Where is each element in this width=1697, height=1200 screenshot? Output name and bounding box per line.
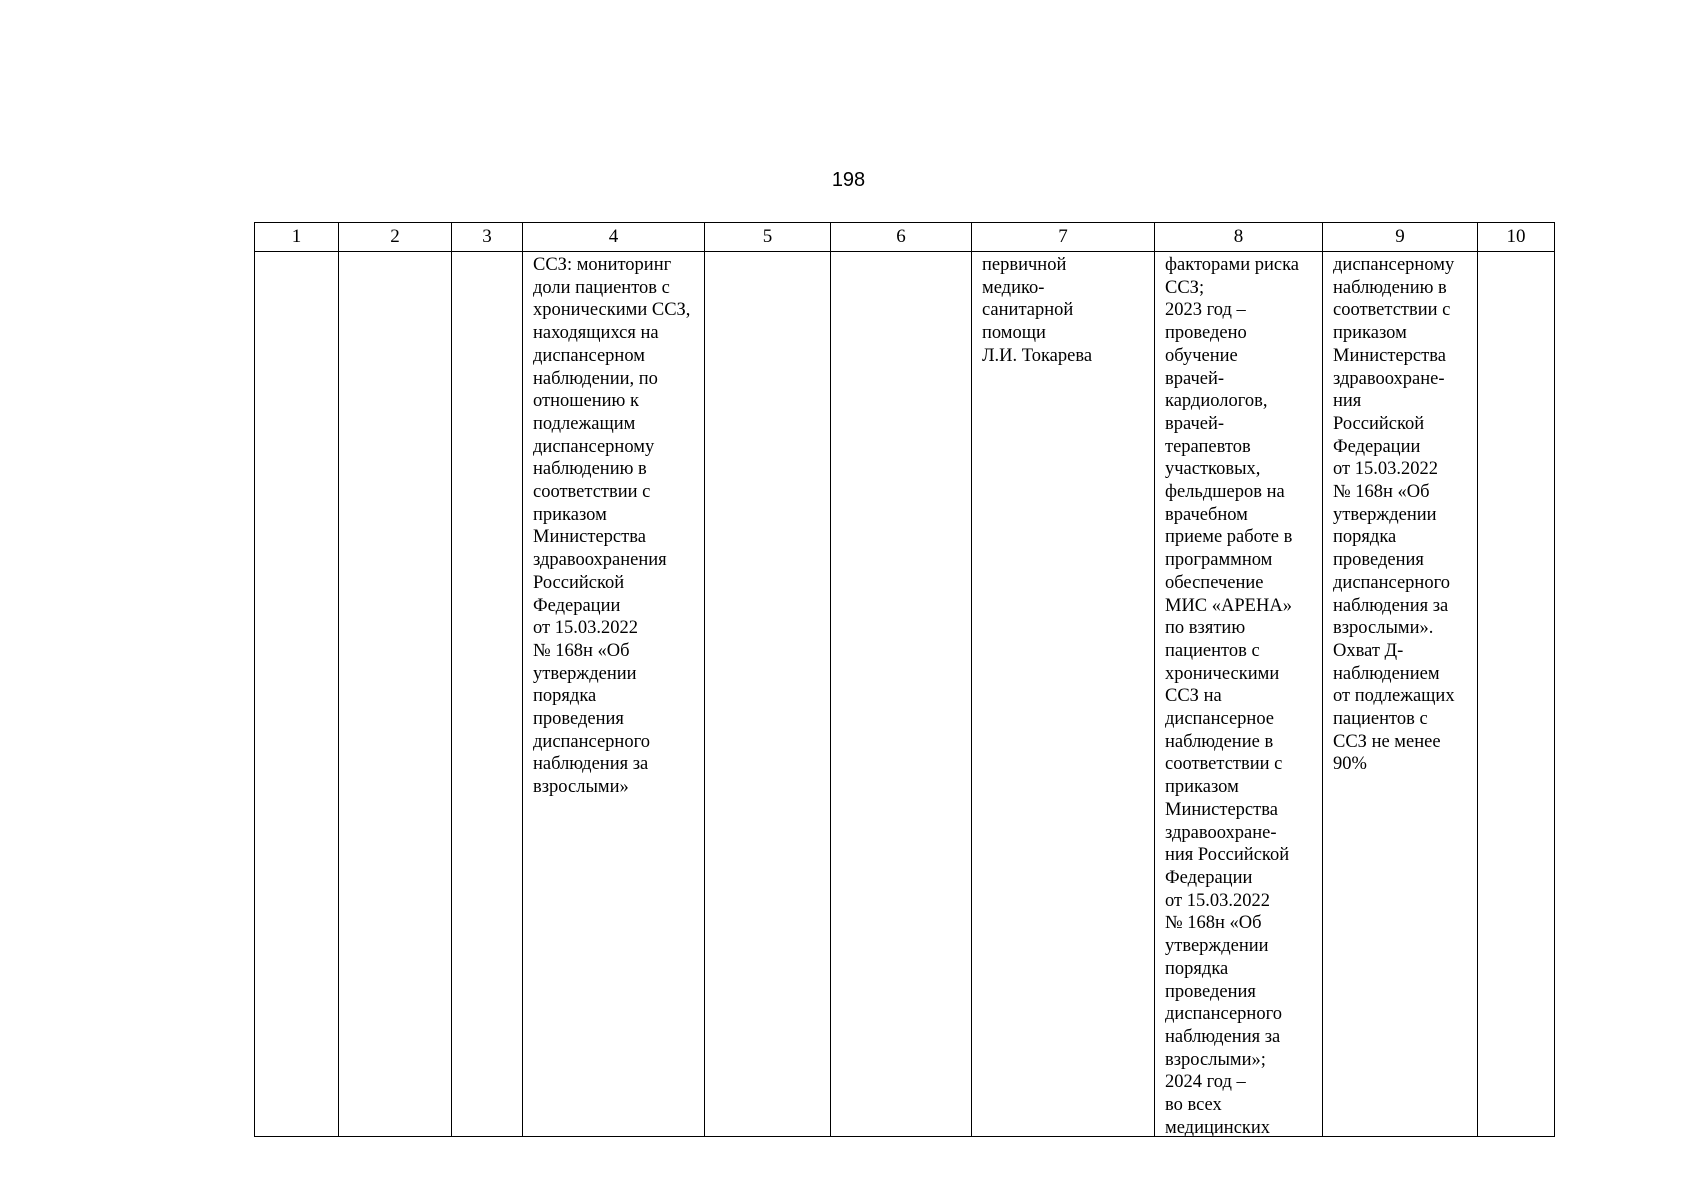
cell-col-8 bbox=[1155, 252, 1323, 1137]
column-header-3: 3 bbox=[452, 223, 523, 252]
document-table bbox=[254, 222, 1555, 1137]
cell-text-col-3 bbox=[452, 252, 522, 1136]
cell-col-10 bbox=[1478, 252, 1555, 1137]
cell-text-col-7: первичной медико- санитарной помощи Л.И. Токарева bbox=[982, 255, 1093, 366]
cell-text-col-10 bbox=[1478, 252, 1554, 1136]
cell-col-4 bbox=[523, 252, 705, 1137]
column-header-6: 6 bbox=[831, 223, 972, 252]
cell-col-3 bbox=[452, 252, 523, 1137]
column-header-10: 10 bbox=[1478, 223, 1555, 252]
column-header-9: 9 bbox=[1323, 223, 1478, 252]
cell-text-col-8: факторами риска ССЗ; 2023 год – проведено обучение врачей- кардиологов, врачей- терапевтов участковых, фельдшеров на врачебном приеме работе в программном обеспечение МИС «АРЕНА» по взятию пациентов с хроническими ССЗ на диспансерное наблюдение в соответствии с приказом Министерства здравоохране- ния Российской Федерации от 15.03.2022 № 168н «Об утверждении порядка проведения диспансерного наблюдения за взрослыми»; 2024 год – во всех медицинских bbox=[1165, 255, 1300, 1136]
cell-text-col-6 bbox=[831, 252, 971, 1136]
cell-col-2 bbox=[339, 252, 452, 1137]
cell-text-col-9: диспансерному наблюдению в соответствии с приказом Министерства здравоохране- ния Российской Федерации от 15.03.2022 № 168н «Об утверждении порядка проведения диспансерного наблюдения за взрослыми». Охват Д- наблюдением от подлежащих пациентов с ССЗ не менее 90% bbox=[1333, 255, 1455, 775]
cell-col-7 bbox=[972, 252, 1155, 1137]
column-header-5: 5 bbox=[705, 223, 831, 252]
cell-text-col-2 bbox=[339, 252, 451, 1136]
column-header-7: 7 bbox=[972, 223, 1155, 252]
table-row bbox=[255, 252, 1555, 1137]
column-header-8: 8 bbox=[1155, 223, 1323, 252]
cell-col-6 bbox=[831, 252, 972, 1137]
column-header-4: 4 bbox=[523, 223, 705, 252]
cell-text-col-5 bbox=[705, 252, 830, 1136]
table-header-row bbox=[255, 223, 1555, 252]
cell-text-col-4: ССЗ: мониторинг доли пациентов с хроническими ССЗ, находящихся на диспансерном наблюдении, по отношению к подлежащим диспансерному наблюдению в соответствии с приказом Министерства здравоохранения Российской Федерации от 15.03.2022 № 168н «Об утверждении порядка проведения диспансерного наблюдения за взрослыми» bbox=[533, 255, 691, 798]
cell-col-9 bbox=[1323, 252, 1478, 1137]
cell-col-1 bbox=[255, 252, 339, 1137]
cell-text-col-1 bbox=[255, 252, 338, 1136]
page-number: 198 bbox=[831, 169, 866, 191]
cell-col-5 bbox=[705, 252, 831, 1137]
column-header-1: 1 bbox=[255, 223, 339, 252]
column-header-2: 2 bbox=[339, 223, 452, 252]
